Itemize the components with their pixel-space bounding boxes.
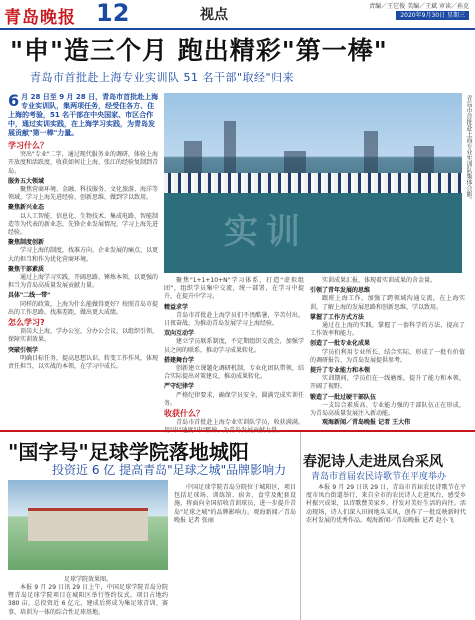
paragraph: 跟班上海工作，加强了跨领域沟通交流，在上海实训，了解上海的发展思路和创新思维，学以致用。	[310, 295, 465, 311]
subheading: 双向互动学	[164, 330, 195, 338]
paragraph: 建立学员联系制度，不定期组织交流会，加强学员之间的联系，推动学习成果转化。	[164, 338, 304, 354]
editors: 责编／王它俊 美编／王斌 审读／孙克	[369, 3, 469, 10]
subheading: 掌握了工作方式方法	[310, 313, 365, 321]
byline: 观海新闻／青岛晚报 记者 王大伟	[322, 419, 411, 427]
group-photo: 实训	[164, 93, 462, 273]
issue-date: 2020年9月30日 星期三	[396, 11, 469, 20]
page-number: 12	[96, 0, 130, 27]
subheading: 锻造了一批过硬干部队伍	[310, 393, 377, 401]
paragraph: 突出"专业"二字，通过现代服务业的调研，体验上海开放度和活跃度，收获如何让上海、张江的经验复制到青岛。	[8, 151, 159, 175]
paragraph: 通过上海学习实践，开阔思路、锤炼本领，以更强的担当为青岛高质量发展贡献力量。	[8, 274, 159, 290]
masthead	[0, 0, 475, 30]
story3-subhead: 青岛市首届农民诗歌节在平度举办	[311, 472, 447, 482]
paragraph: 创新建立课题化调研机制，专业化团队带领，结合实际提出对策建议，推动成果转化。	[164, 365, 304, 381]
subheading: 聚焦干部素质	[8, 265, 45, 273]
paragraph: 学习上海的制度，找准方向、企业发展的痛点，以更大的担当和作为优化营商环境。	[8, 247, 159, 263]
paragraph: 中国足球学院青岛分院位于城阳区，项目包括足球场、训练馆、宿舍、食堂及配套设施，将面向全国招收青训球员，进一步提升青岛"足球之城"的品牌影响力。观海新闻／青岛晚报 记者 张丽	[174, 484, 296, 524]
stadium-rendering	[8, 480, 168, 570]
paragraph: 实训期间，学员们在一线磨炼，提升了能力和本领，开阔了视野。	[310, 375, 465, 391]
newspaper-logo: 青岛晚报	[4, 8, 76, 28]
story2-headline: "国字号"足球学院落地城阳	[8, 440, 249, 464]
story3-body	[306, 484, 466, 618]
section-title: 视点	[200, 7, 228, 23]
article-column-1	[8, 140, 158, 428]
main-subhead: 青岛市首批赴上海专业实训队 51 名干部"取经"归来	[30, 71, 295, 84]
subheading: 提升了专业能力和本领	[310, 367, 371, 375]
paragraph: 学员们利用专业所长，结合实际，形成了一批有价值的调研报告，为青岛发展提供参考。	[310, 348, 465, 364]
page-meta	[369, 2, 469, 20]
paragraph: 青岛市首批赴上海专业实训队学员，收获满满，	[176, 419, 304, 427]
column-divider	[300, 432, 301, 620]
subheading: 突破引领学	[8, 346, 39, 354]
dropcap: 6	[8, 91, 20, 110]
paragraph: 以人工智能、信息化、生物技术、集成电路、智能制造等为代表的新业态，先锋企业发展情况，学习上海先进经验。	[8, 212, 159, 237]
story2-photo-caption: 足球学院效果图。	[63, 576, 112, 583]
story2-column-1	[8, 584, 168, 618]
lede-text: 月 28 日至 9 月 28 日，青岛市首批赴上海专业实训队，集两项任务，经受住各方、住上海的考验，51 名干部在中央国家、市区合作中，通过实训实践，在上海学习实践，为青岛发展贡献"第一棒"力量。	[8, 93, 159, 137]
paragraph: 本报 9 月 29 日讯 29 日，青岛市首届农民诗歌节在平度市凤台街道举行，来自全市的农民诗人走进凤台，感受乡村振兴成果，以诗歌赞美家乡，抒发对美好生活的向往。活动现场，诗人们深入田间地头采风，创作了一批反映新时代农村发展的优秀作品。观海新闻／青岛晚报 记者 赵小飞	[306, 484, 466, 524]
subheading: 聚焦制度创新	[8, 239, 45, 247]
subheading: 精益求学	[164, 303, 189, 311]
story2-subhead: 投资近 6 亿 提高青岛"足球之城"品牌影响力	[52, 463, 287, 477]
main-headline: "申"造三个月 跑出精彩"第一棒"	[10, 36, 388, 65]
story3-headline: 春泥诗人走进凤台采风	[303, 454, 443, 470]
paragraph: 聚焦"1+1+10+N"学习体系，打造"虚拟组团"，组织学员集中交流，统一部署，在学习中提升，在提升中学习。	[164, 277, 304, 301]
paragraph: 实训成果汇报，体现着实训成果的含金量。	[322, 277, 437, 284]
paragraph: 顶岗大上海，学办公室，分办公会议，以组织引领，保障实训效果。	[8, 328, 159, 344]
paragraph: 同样的政策，上海为什么能做得更好？按照青岛市提出的工作思路，找准差距，做出更大成绩。	[8, 300, 159, 316]
subheading: 严守纪律学	[164, 383, 195, 391]
section-heading: 学习什么？	[8, 141, 48, 150]
paragraph: 青岛市首批赴上海学员们不畏酷暑，辛苦付出，日夜奋战，为推动青岛发展学习上海经验。	[164, 311, 304, 328]
paragraph: 聚焦营商环境、金融、科技服务、文化旅游、海洋等领域，学习上海先进经验、创新思维，做到学以致用。	[8, 186, 159, 202]
subheading: 服务五大领域	[8, 177, 45, 185]
lede-paragraph	[8, 93, 160, 138]
subheading: 具体"二线一带"	[8, 292, 51, 300]
article-column-3	[310, 277, 465, 427]
section-heading: 收获什么？	[164, 409, 204, 419]
paragraph: 严格纪律要求，确保学员安全，圆满完成实训任务。	[164, 391, 304, 407]
paragraph: 通过在上海的实践，掌握了一套科学的方法，提高了工作效率和能力。	[310, 322, 465, 338]
subheading: 搭建舞台学	[164, 356, 195, 364]
story2-column-2	[174, 484, 296, 618]
paragraph: 一支综合素质高、专业能力强的干部队伍正在形成，为青岛高质量发展注入新动能。	[310, 401, 465, 418]
section-divider	[0, 430, 475, 432]
subheading: 创造了一批专业化成果	[310, 340, 371, 348]
section-heading: 怎么学习?	[8, 318, 45, 328]
photo-caption: 青岛市首批赴上海专业实训队集体合影。	[465, 95, 472, 203]
article-column-2	[164, 277, 304, 427]
paragraph: 本报 9 月 29 日讯 29 日上午，中国足球学院青岛分院暨青岛足球学院项目在城阳区举行签约仪式。项目占地约 380 亩，总投资近 6 亿元，建成后将成为集足球青训、赛事、培训为一体的综合性足球基地。	[8, 584, 168, 616]
subheading: 引领了青年发展的思维	[310, 287, 371, 295]
paragraph: 明确目标任务，提高思想认识，转变工作作风，体现责任担当，以实战的本领，在学习中成长。	[8, 354, 159, 371]
subheading: 聚焦新兴业态	[8, 204, 45, 212]
